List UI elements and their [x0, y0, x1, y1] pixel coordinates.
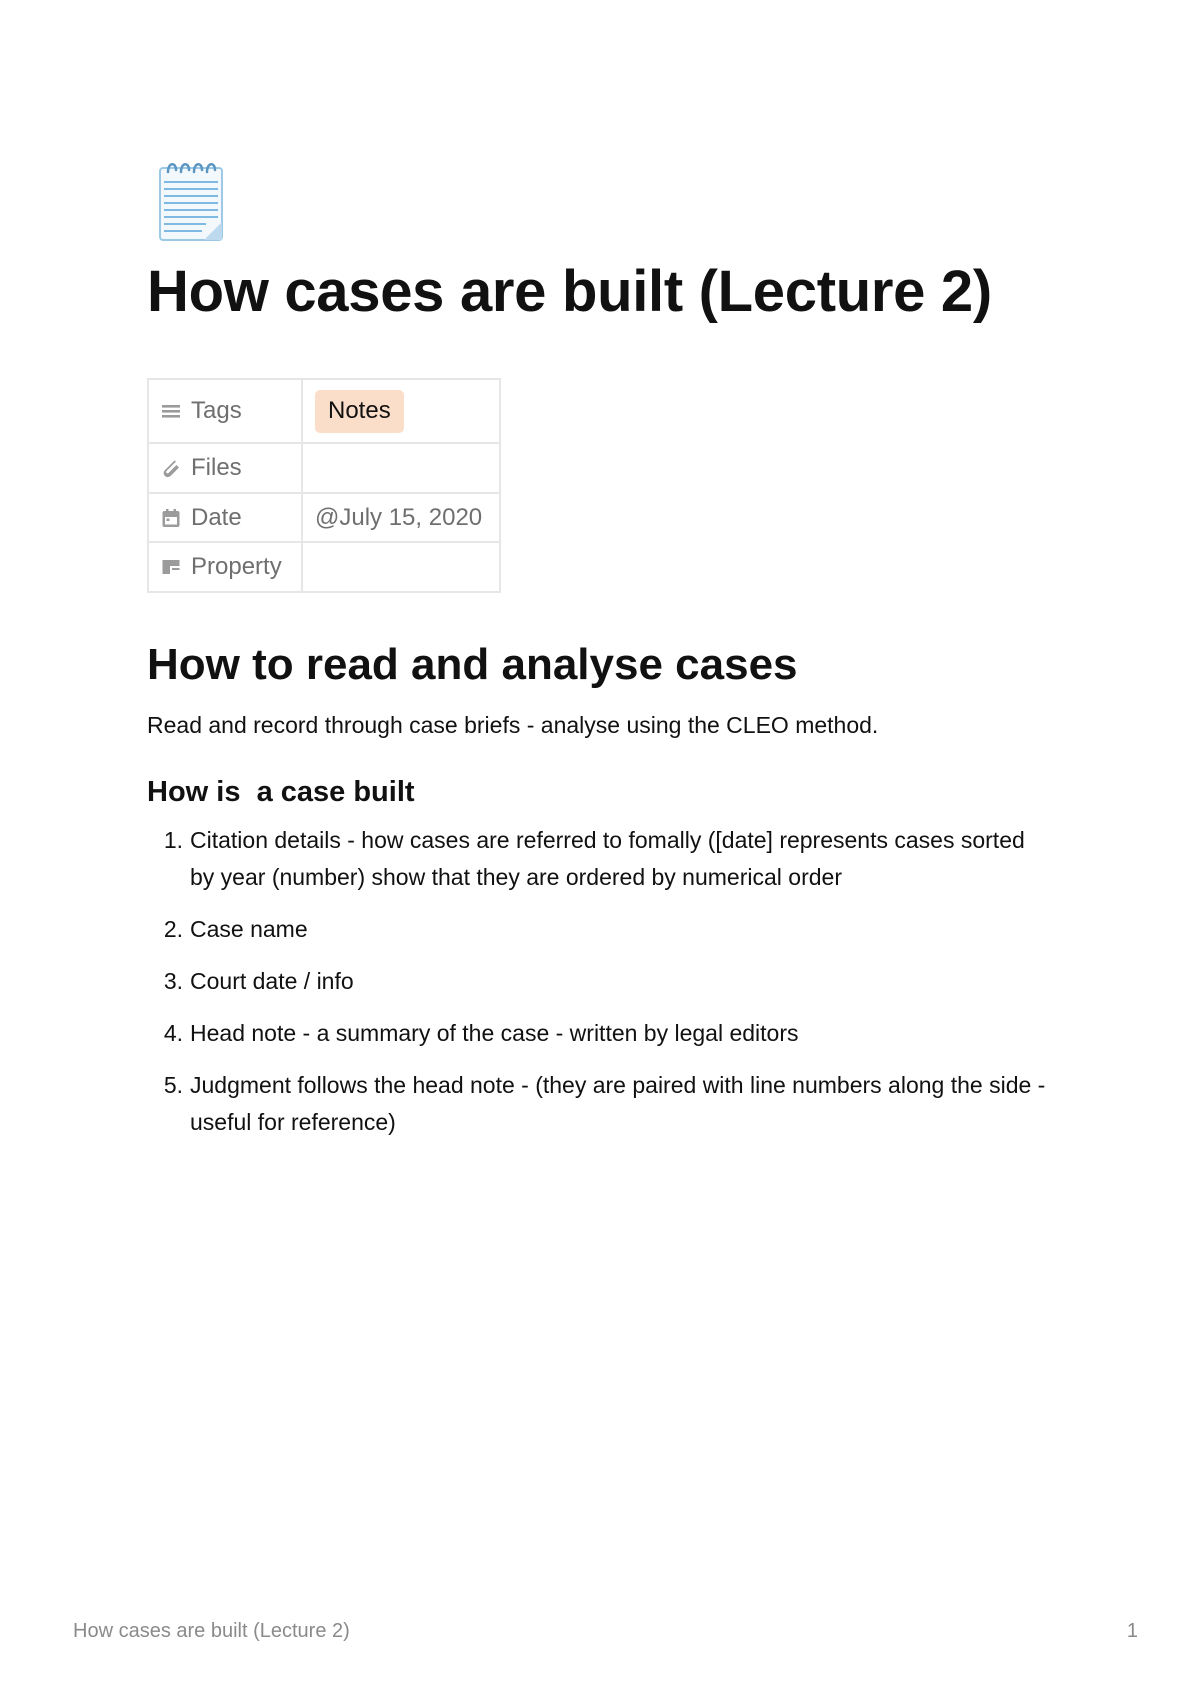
- spiral-notepad-icon: [156, 158, 228, 242]
- property-key-date[interactable]: [148, 493, 302, 542]
- property-key-property[interactable]: [148, 542, 302, 592]
- list-item: [147, 1067, 1047, 1141]
- list-item: [147, 963, 1047, 1000]
- footer-title: How cases are built (Lecture 2): [73, 1620, 350, 1642]
- footer-page-number: 1: [1126, 1620, 1138, 1642]
- list-text: Judgment follows the head note - (they are paired with line numbers along the side - useful for reference): [190, 1072, 1046, 1135]
- list-number: 1.: [163, 827, 183, 853]
- property-label: Property: [191, 553, 282, 580]
- property-row-date: [148, 493, 500, 542]
- property-key-tags[interactable]: [148, 379, 302, 443]
- property-value-files[interactable]: [302, 443, 500, 493]
- property-row-files: [148, 443, 500, 493]
- property-label: Files: [191, 454, 242, 481]
- property-value-property[interactable]: [302, 542, 500, 592]
- list-item: [147, 911, 1047, 948]
- property-row-property: [148, 542, 500, 592]
- list-text: Head note - a summary of the case - written by legal editors: [190, 1020, 799, 1046]
- property-row-tags: [148, 379, 500, 443]
- properties-table: [147, 378, 501, 593]
- calendar-icon: [161, 508, 181, 528]
- list-number: 5.: [163, 1072, 183, 1098]
- list-icon: [161, 401, 181, 421]
- list-item: [147, 1015, 1047, 1052]
- intro-paragraph: Read and record through case briefs - analyse using the CLEO method.: [147, 712, 879, 738]
- list-number: 4.: [163, 1020, 183, 1046]
- property-value-date[interactable]: @July 15, 2020: [302, 493, 500, 542]
- section-heading: How to read and analyse cases: [147, 640, 798, 689]
- list-item: [147, 822, 1047, 896]
- property-label: Tags: [191, 397, 242, 424]
- numbered-list: [147, 822, 1047, 1156]
- list-number: 2.: [163, 916, 183, 942]
- list-number: 3.: [163, 968, 183, 994]
- paperclip-icon: [161, 458, 181, 478]
- property-value-tags[interactable]: [302, 379, 500, 443]
- page-title: How cases are built (Lecture 2): [147, 259, 992, 324]
- list-text: Citation details - how cases are referred to fomally ([date] represents cases sorted by year (number) show that they are ordered by numerical order: [190, 827, 1025, 890]
- text-property-icon: [161, 557, 181, 577]
- list-text: Case name: [190, 916, 308, 942]
- property-label: Date: [191, 503, 242, 531]
- list-text: Court date / info: [190, 968, 354, 994]
- subsection-heading: How is a case built: [147, 776, 415, 808]
- property-key-files[interactable]: [148, 443, 302, 493]
- tag-badge[interactable]: Notes: [315, 390, 404, 433]
